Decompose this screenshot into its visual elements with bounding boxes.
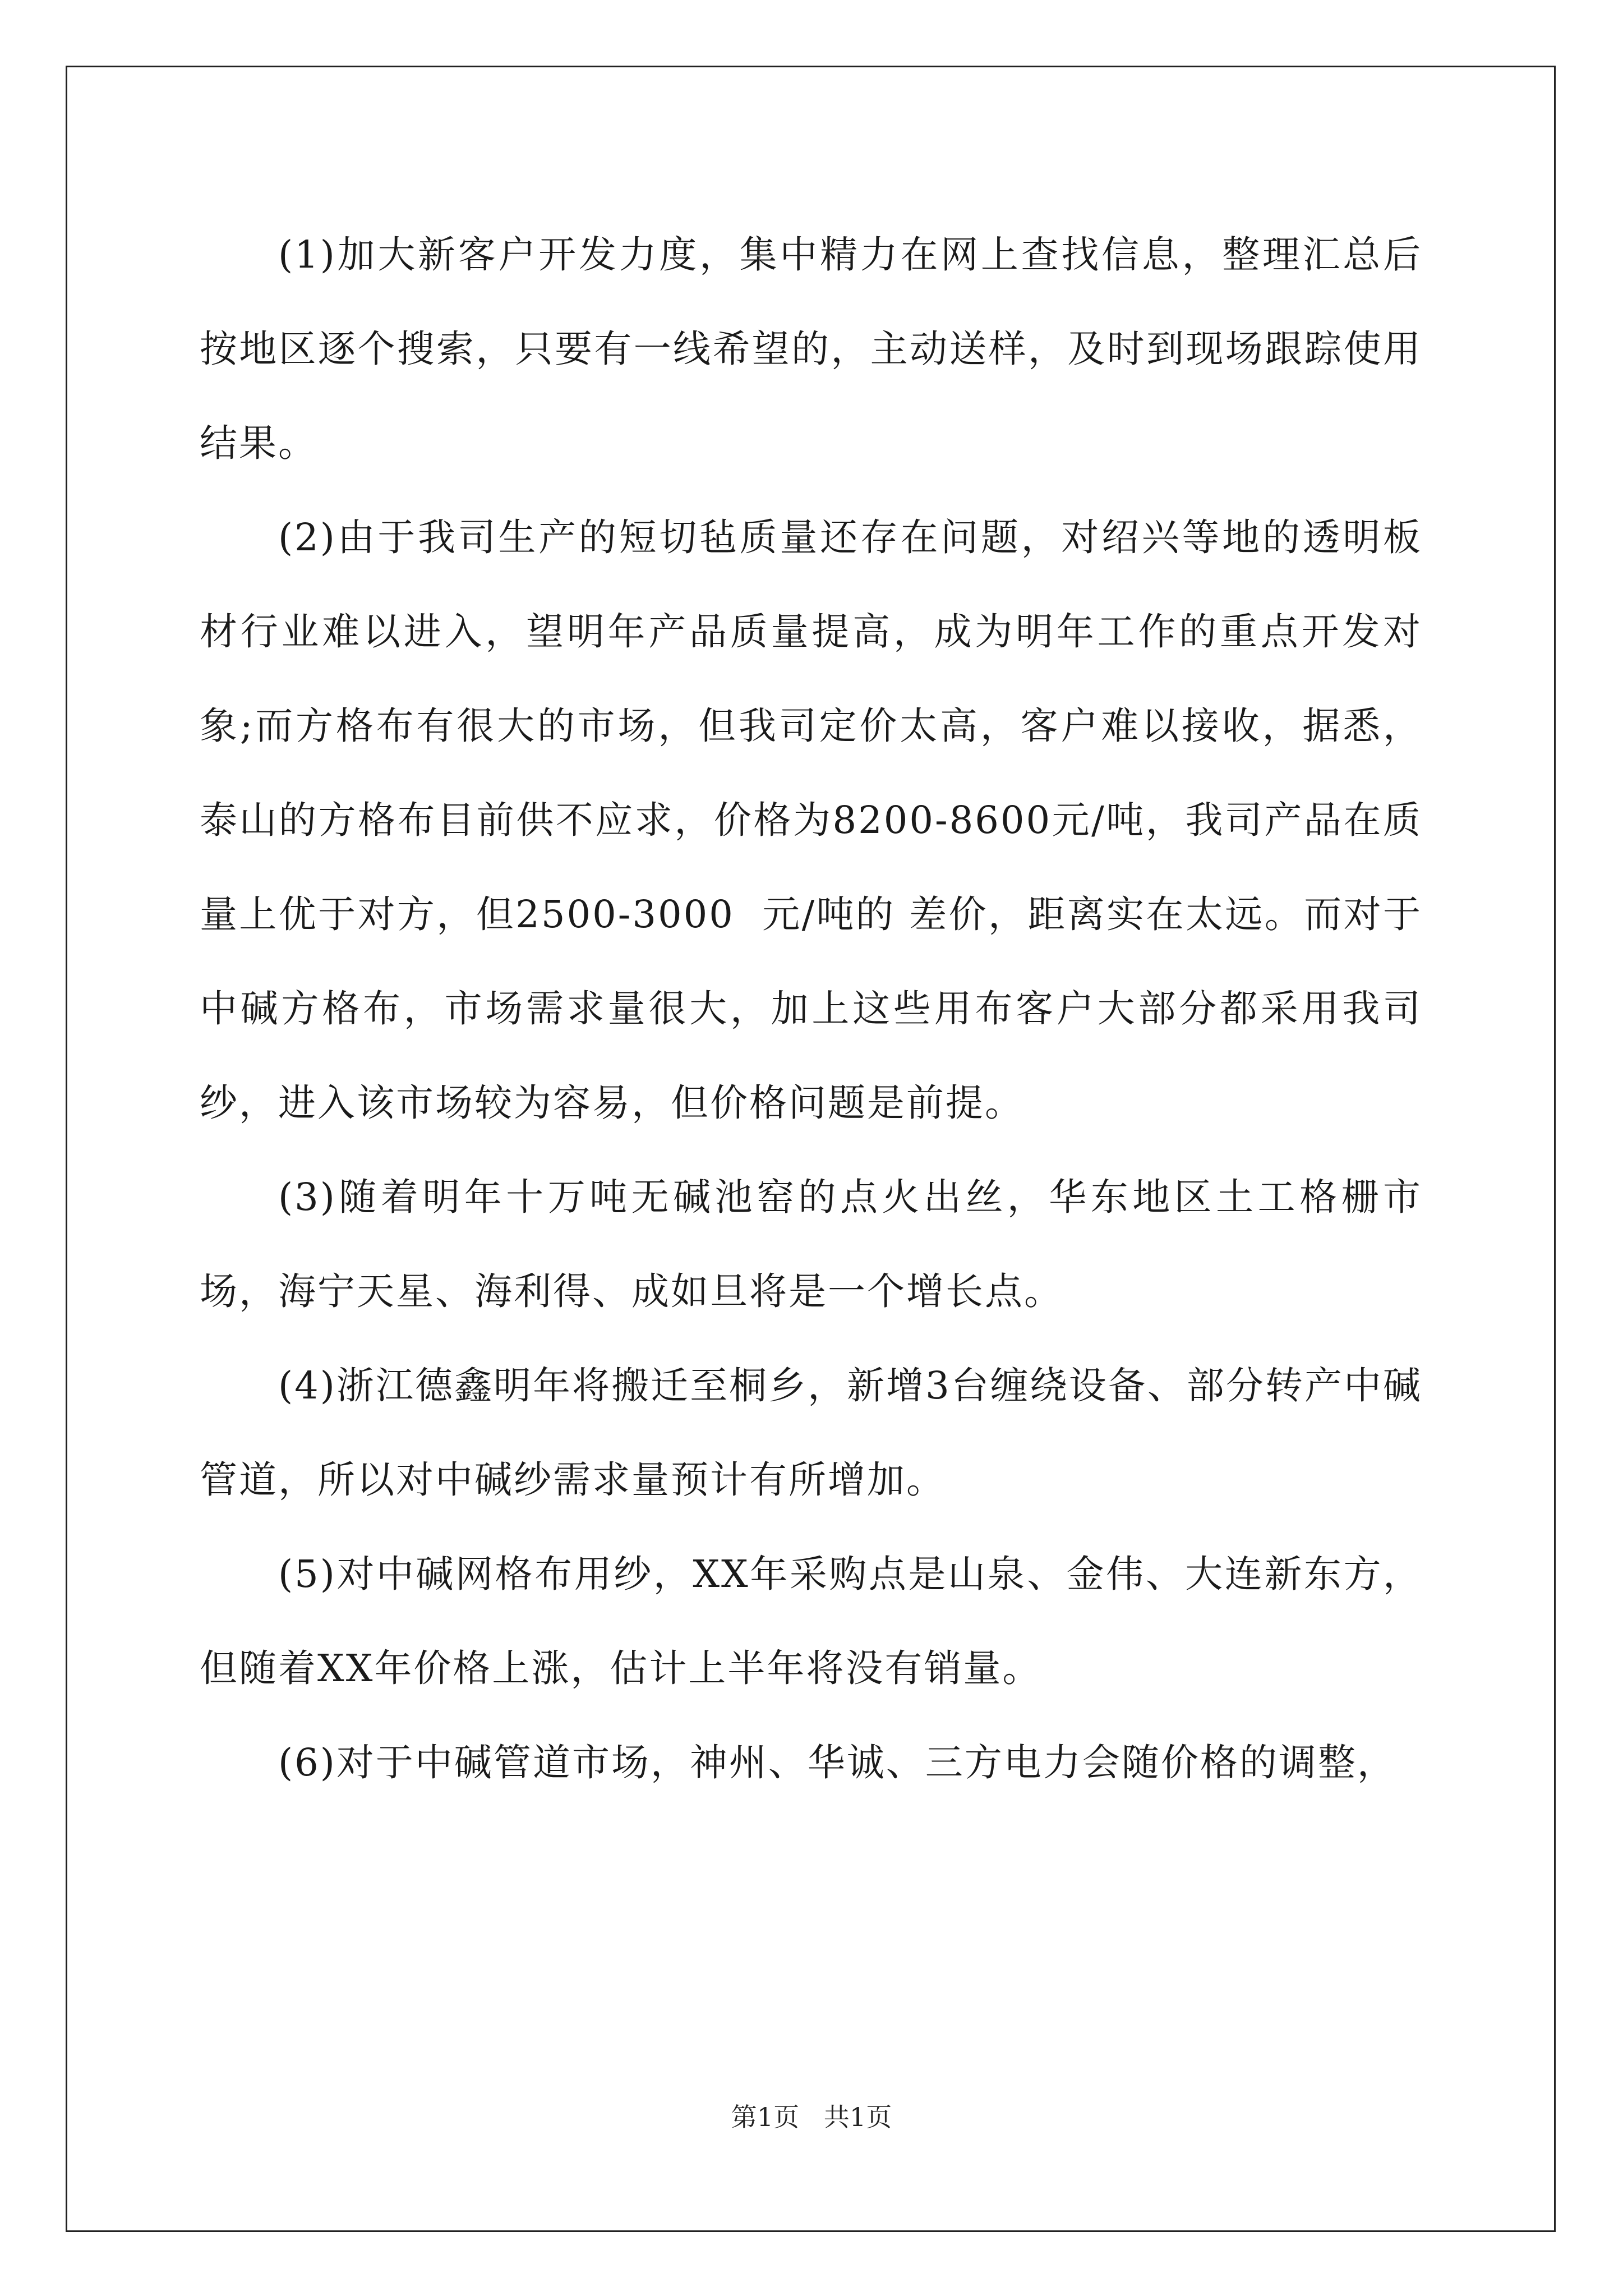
paragraph-1: (1)加大新客户开发力度，集中精力在网上查找信息，整理汇总后按地区逐个搜索，只要有一线希望的，主动送样，及时到现场跟踪使用结果。 — [200, 233, 1422, 465]
paragraph-5: (5)对中碱网格布用纱，XX年采购点是山泉、金伟、大连新东方，但随着XX年价格上涨，估计上半年将没有销量。 — [200, 1552, 1422, 1690]
page-number-footer: 第1页 共1页 — [731, 2102, 892, 2132]
paragraph-6: (6)对于中碱管道市场，神州、华诚、三方电力会随价格的调整， — [278, 1741, 1396, 1784]
document-body — [200, 208, 1422, 1810]
paragraph-2: (2)由于我司生产的短切毡质量还存在问题，对绍兴等地的透明板材行业难以进入，望明年产品质量提高，成为明年工作的重点开发对象;而方格布有很大的市场，但我司定价太高，客户难以接收，据悉，泰山的方格布目前供不应求，价格为8200-8600元/吨，我司产品在质量上优于对方，但2500-3000 元/吨的 差价，距离实在太远。而对于中碱方格布，市场需求量很大，加上这些用布客户大部分都采用我司纱，进入该市场较为容易，但价格问题是前提。 — [200, 516, 1422, 1125]
paragraph-4: (4)浙江德鑫明年将搬迁至桐乡，新增3台缠绕设备、部分转产中碱管道，所以对中碱纱需求量预计有所增加。 — [200, 1364, 1422, 1502]
paragraph-3: (3)随着明年十万吨无碱池窑的点火出丝，华东地区土工格栅市场，海宁天星、海利得、成如旦将是一个增长点。 — [200, 1175, 1422, 1313]
